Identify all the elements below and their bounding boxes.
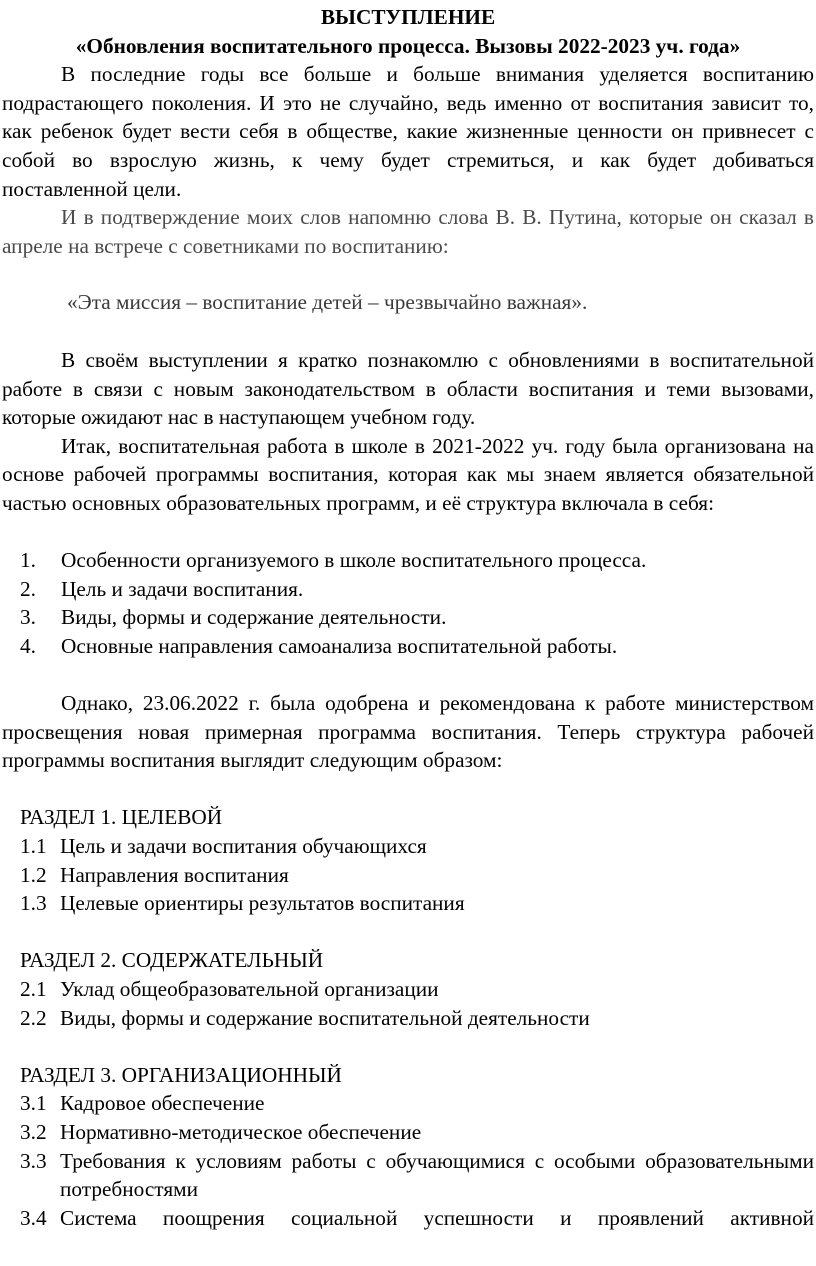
list-item-number: 1. [20,548,36,573]
section-item [20,889,814,918]
section-item-number: 1.2 [20,862,47,887]
section-item-number: 2.1 [20,977,47,1001]
spacer [2,518,814,547]
intro-paragraph: В последние годы все больше и больше внимания уделяется воспитанию подрастающего поколения. И это не случайно, ведь именно от воспитания зависит то, как ребенок будет вести себя в обществе, какие жизненные ценности он привнесет с собой во взрослую жизнь, к чему будет стремиться, и как будет добиваться поставленной цели. [2,62,814,201]
section-item-text: Виды, формы и содержание воспитательной деятельности [60,1005,590,1030]
section-item-text: Требования к условиям работы с обучающимися с особыми образовательными потребностями [60,1148,814,1202]
section-item-text: Цель и задачи воспитания обучающихся [60,834,427,859]
document-subtitle: «Обновления воспитательного процесса. Вызовы 2022-2023 уч. года» [75,33,741,58]
section-item-text: Направления воспитания [60,862,289,887]
section-item [20,975,814,1004]
section-title: РАЗДЕЛ 1. ЦЕЛЕВОЙ [20,805,223,830]
list-item-text: Основные направления самоанализа воспитательной работы. [61,633,618,658]
section-item-number: 1.1 [20,834,47,859]
list-item-number: 2. [20,576,36,601]
previous-program-paragraph: Итак, воспитательная работа в школе в 2021-2022 уч. году была организована на основе рабочей программы воспитания, которая как мы знаем является обязательной частью основных образовательных программ, и её структура включала в себя: [2,433,814,515]
list-item-text: Особенности организуемого в школе воспитательного процесса. [61,548,647,573]
section-item [20,1204,814,1233]
list-item [2,632,814,661]
section-item-number: 3.1 [20,1091,47,1116]
list-item-number: 4. [20,633,36,658]
document-title: ВЫСТУПЛЕНИЕ [320,5,496,29]
section-item-text: Уклад общеобразовательной организации [60,977,439,1001]
section-item-number: 3.3 [20,1148,47,1173]
section-item [20,1118,814,1147]
section-item-text: Кадровое обеспечение [60,1091,265,1116]
speech-goal-paragraph: В своём выступлении я кратко познакомлю с обновлениями в воспитательной работе в связи с новым законодательством в области воспитания и теми вызовами, которые ожидают нас в наступающем учебном году. [2,347,814,430]
list-item-text: Виды, формы и содержание деятельности. [61,605,447,630]
section-title: РАЗДЕЛ 2. СОДЕРЖАТЕЛЬНЫЙ [20,948,324,973]
putin-reference-paragraph: И в подтверждение моих слов напомню слова В. В. Путина, которые он сказал в апреле на встрече с советниками по воспитанию: [2,205,814,258]
section-item-text: Нормативно-методическое обеспечение [60,1119,422,1144]
section-item-number: 2.2 [20,1005,47,1030]
section-organizational [2,1061,814,1233]
quote: «Эта миссия – воспитание детей – чрезвычайно важная». [67,290,588,315]
section-item [20,1147,814,1204]
spacer [2,1032,814,1061]
section-item [20,861,814,890]
spacer [2,660,814,689]
list-item [2,603,814,632]
list-item [2,575,814,604]
section-item [20,1089,814,1118]
section-content [2,946,814,1032]
old-structure-list [2,546,814,660]
section-item-number: 1.3 [20,891,47,916]
new-program-paragraph: Однако, 23.06.2022 г. была одобрена и рекомендована к работе министерством просвещения новая примерная программа воспитания. Теперь структура рабочей программы воспитания выглядит следующим образом: [2,691,814,773]
section-item-text: Целевые ориентиры результатов воспитания [60,891,465,916]
section-item-number: 3.4 [20,1205,47,1230]
section-item [20,832,814,861]
section-title: РАЗДЕЛ 3. ОРГАНИЗАЦИОННЫЙ [20,1062,342,1087]
list-item-text: Цель и задачи воспитания. [61,576,304,601]
spacer [2,775,814,804]
list-item-number: 3. [20,605,36,630]
section-target [2,803,814,917]
section-item-text: Система поощрения социальной успешности и проявлений активной [60,1205,814,1230]
list-item [2,546,814,575]
spacer [2,918,814,947]
section-item-number: 3.2 [20,1119,47,1144]
section-item [20,1004,814,1033]
